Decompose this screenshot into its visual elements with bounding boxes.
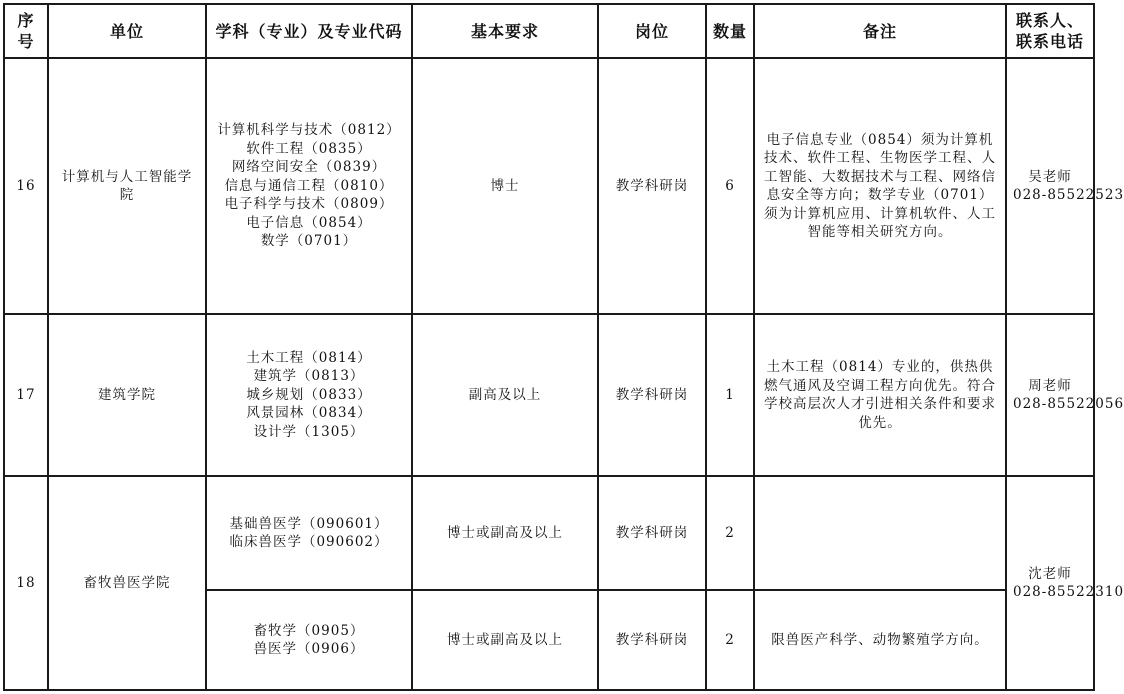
contact-phone: 028-85522056 — [1013, 396, 1124, 412]
contact-phone: 028-85522310 — [1013, 584, 1124, 600]
major-list — [206, 590, 412, 690]
header-row — [4, 4, 1094, 58]
row-position: 教学科研岗 — [598, 58, 706, 314]
header-contact-line1: 联系人、 — [1015, 11, 1084, 30]
header-unit: 单位 — [48, 4, 206, 58]
row-requirement: 博士或副高及以上 — [412, 476, 598, 590]
major-item: 土木工程（0814） — [246, 349, 372, 366]
header-major: 学科（专业）及专业代码 — [206, 4, 412, 58]
major-item: 电子科学与技术（0809） — [224, 196, 394, 213]
contact-name: 吴老师 — [1028, 168, 1072, 185]
contact-name: 沈老师 — [1028, 565, 1072, 582]
major-list — [206, 314, 412, 476]
major-item: 软件工程（0835） — [246, 140, 372, 157]
major-item: 电子信息（0854） — [246, 214, 372, 231]
row-count: 6 — [706, 58, 754, 314]
row-requirement: 博士 — [412, 58, 598, 314]
table-row — [4, 476, 1094, 590]
major-item: 临床兽医学（090602） — [229, 534, 389, 550]
major-item: 设计学（1305） — [253, 423, 365, 440]
row-contact — [1006, 58, 1124, 314]
major-item: 城乡规划（0833） — [246, 386, 372, 403]
row-index: 16 — [4, 58, 48, 314]
recruitment-table — [3, 3, 1124, 691]
row-note — [754, 476, 1006, 590]
major-item: 计算机科学与技术（0812） — [217, 122, 401, 139]
row-index: 17 — [4, 314, 48, 476]
row-index: 18 — [4, 476, 48, 690]
major-list — [206, 476, 412, 590]
row-contact — [1006, 314, 1124, 476]
contact-name: 周老师 — [1028, 377, 1072, 394]
row-position: 教学科研岗 — [598, 314, 706, 476]
major-item: 兽医学（0906） — [253, 641, 365, 657]
row-requirement: 博士或副高及以上 — [412, 590, 598, 690]
major-item: 数学（0701） — [260, 233, 358, 250]
header-contact — [1006, 4, 1094, 58]
major-list — [206, 58, 412, 314]
header-note: 备注 — [754, 4, 1006, 58]
row-contact — [1006, 476, 1124, 690]
row-position: 教学科研岗 — [598, 590, 706, 690]
contact-phone: 028-85522523 — [1013, 187, 1124, 203]
table-row — [4, 58, 1094, 314]
table-row — [4, 314, 1094, 476]
row-unit: 畜牧兽医学院 — [48, 476, 206, 690]
major-item: 基础兽医学（090601） — [229, 515, 389, 532]
row-note: 电子信息专业（0854）须为计算机技术、软件工程、生物医学工程、人工智能、大数据技术与工程、网络信息安全等方向；数学专业（0701）须为计算机应用、计算机软件、人工智能等相关研究方向。 — [754, 58, 1006, 314]
header-count: 数量 — [706, 4, 754, 58]
major-item: 建筑学（0813） — [253, 368, 365, 385]
row-unit: 建筑学院 — [48, 314, 206, 476]
header-contact-line2: 联系电话 — [1015, 32, 1084, 51]
row-unit: 计算机与人工智能学院 — [48, 58, 206, 314]
row-requirement: 副高及以上 — [412, 314, 598, 476]
major-item: 畜牧学（0905） — [253, 622, 365, 639]
row-count: 2 — [706, 476, 754, 590]
row-position: 教学科研岗 — [598, 476, 706, 590]
row-count: 2 — [706, 590, 754, 690]
row-note: 限兽医产科学、动物繁殖学方向。 — [754, 590, 1006, 690]
major-item: 风景园林（0834） — [246, 405, 372, 422]
major-item: 信息与通信工程（0810） — [224, 177, 394, 194]
header-position: 岗位 — [598, 4, 706, 58]
major-item: 网络空间安全（0839） — [231, 159, 387, 176]
row-note: 土木工程（0814）专业的，供热供燃气通风及空调工程方向优先。符合学校高层次人才引进相关条件和要求优先。 — [754, 314, 1006, 476]
header-requirement: 基本要求 — [412, 4, 598, 58]
row-count: 1 — [706, 314, 754, 476]
header-index: 序号 — [4, 4, 48, 58]
